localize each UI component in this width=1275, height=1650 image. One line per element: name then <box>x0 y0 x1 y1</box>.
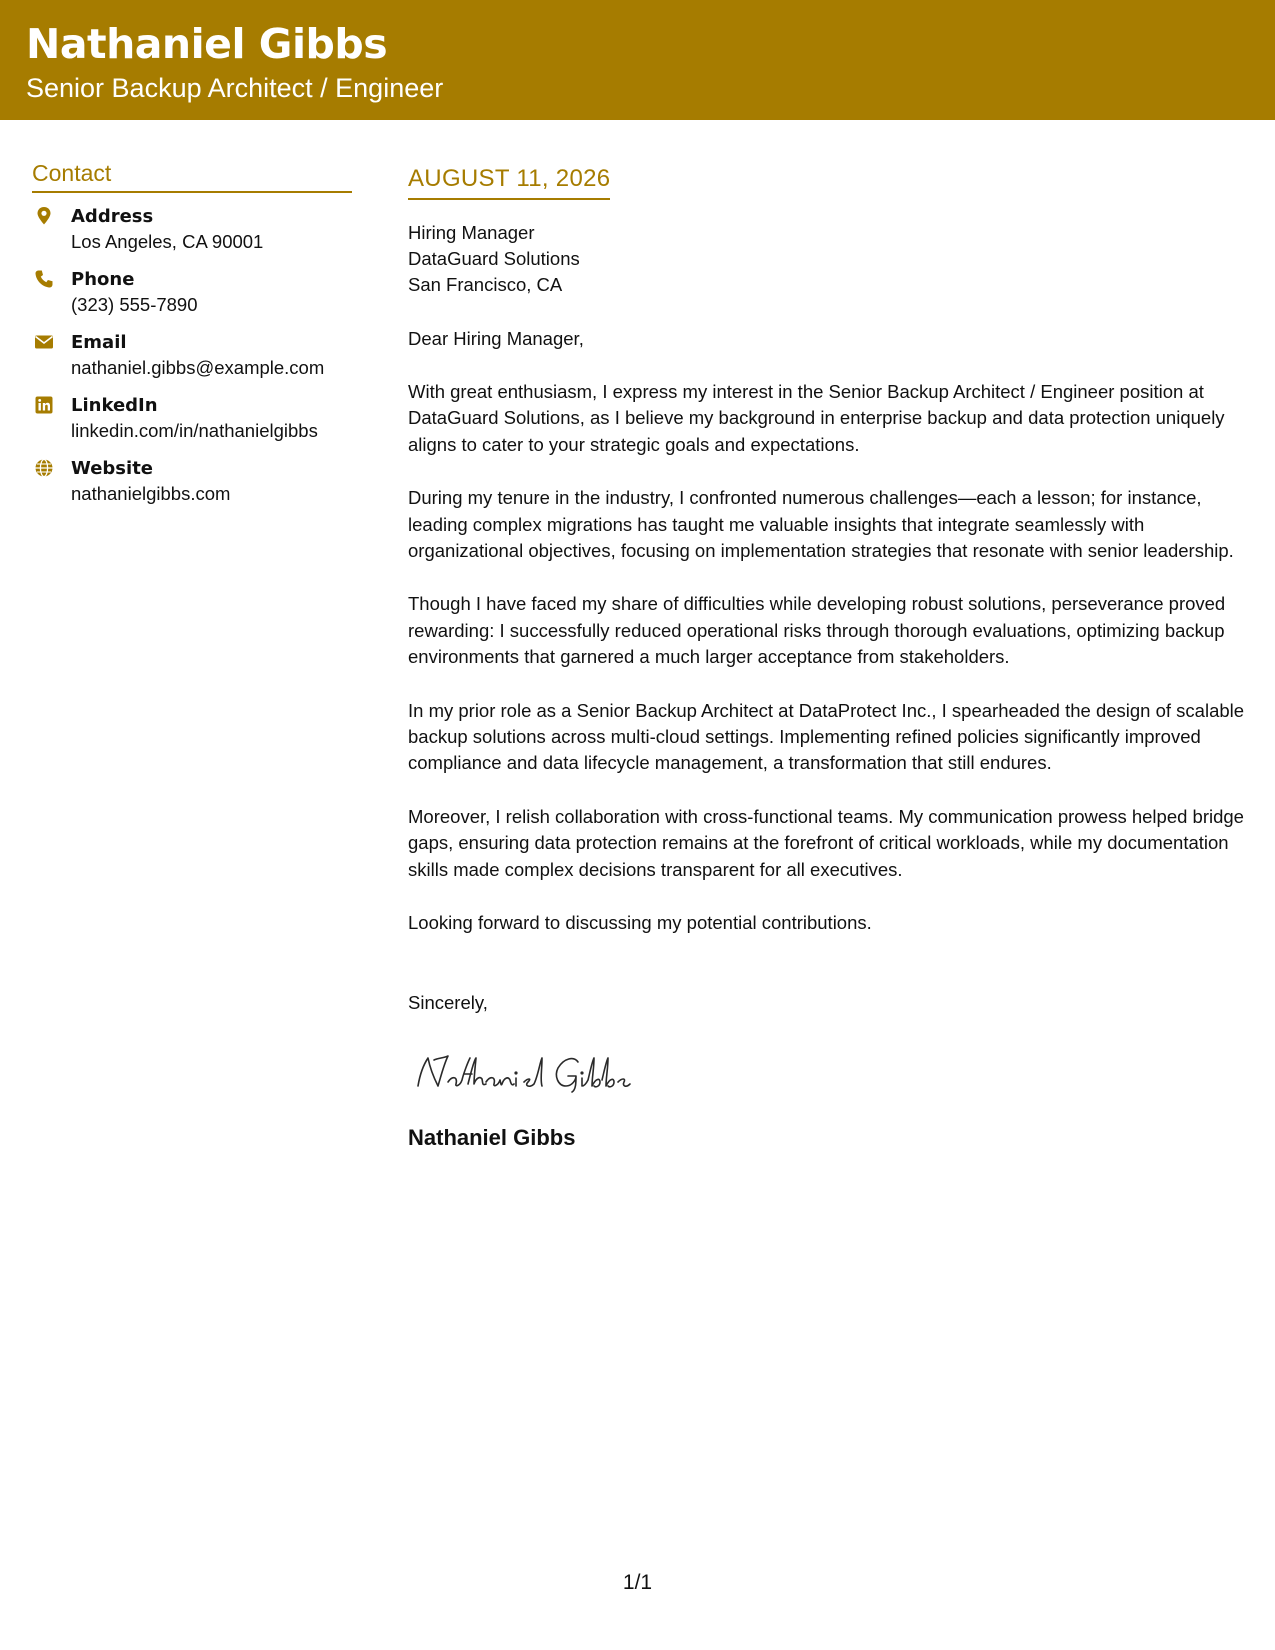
contact-value: Los Angeles, CA 90001 <box>71 231 264 252</box>
letter-date: AUGUST 11, 2026 <box>408 165 610 200</box>
contact-sidebar <box>32 160 352 520</box>
contact-label: Address <box>71 206 154 227</box>
contact-value: nathaniel.gibbs@example.com <box>71 357 325 378</box>
phone-icon <box>34 269 54 289</box>
recipient-line: DataGuard Solutions <box>408 248 580 269</box>
letter-paragraph: In my prior role as a Senior Backup Architect at DataProtect Inc., I spearheaded the design of scalable backup solutions across multi-cloud settings. Implementing refined policies significantly improved compliance and data lifecycle management, a transformation that still endures. <box>408 699 1245 774</box>
contact-value: linkedin.com/in/nathanielgibbs <box>71 420 318 441</box>
letter-paragraph: Though I have faced my share of difficulties while developing robust solutions, perseverance proved rewarding: I successfully reduced operational risks through thorough evaluations, optimizing backup environments that garnered a much larger acceptance from stakeholders. <box>408 593 1226 668</box>
handwritten-signature <box>408 1046 668 1096</box>
letter-body <box>408 165 1248 1151</box>
recipient-line: San Francisco, CA <box>408 274 563 295</box>
letter-paragraph: Moreover, I relish collaboration with cross-functional teams. My communication prowess helped bridge gaps, ensuring data protection remains at the forefront of critical workloads, while my documentation skills made complex decisions transparent for all executives. <box>408 805 1244 880</box>
envelope-icon <box>34 332 54 352</box>
map-pin-icon <box>34 206 54 226</box>
page-number: 1/1 <box>622 1571 653 1594</box>
contact-item-address <box>32 205 352 254</box>
letter-header <box>0 0 1275 120</box>
globe-icon <box>34 458 54 478</box>
contact-label: LinkedIn <box>71 395 158 416</box>
linkedin-icon <box>34 395 54 415</box>
contact-value: (323) 555-7890 <box>71 294 198 315</box>
contact-item-email <box>32 331 352 380</box>
letter-paragraph: Looking forward to discussing my potential contributions. <box>408 912 872 934</box>
letter-paragraph: With great enthusiasm, I express my interest in the Senior Backup Architect / Engineer position at DataGuard Solutions, as I believe my background in enterprise backup and data protection uniquely aligns to cater to your strategic goals and expectations. <box>408 381 1225 455</box>
contact-label: Phone <box>71 269 135 290</box>
closing: Sincerely, <box>408 991 488 1013</box>
contact-label: Email <box>71 332 127 353</box>
contact-section-title: Contact <box>32 160 352 193</box>
signer-name: Nathaniel Gibbs <box>408 1124 576 1150</box>
contact-label: Website <box>71 458 154 479</box>
contact-value: nathanielgibbs.com <box>71 483 231 504</box>
letter-paragraph: During my tenure in the industry, I confronted numerous challenges—each a lesson; for instance, leading complex migrations has taught me valuable insights that integrate seamlessly with organizational objectives, focusing on implementation strategies that resonate with senior leadership. <box>408 487 1234 562</box>
contact-item-linkedin <box>32 394 352 443</box>
recipient-line: Hiring Manager <box>408 222 535 243</box>
salutation: Dear Hiring Manager, <box>408 328 584 349</box>
contact-item-website <box>32 457 352 506</box>
contact-item-phone <box>32 268 352 317</box>
recipient-block <box>408 220 1248 298</box>
applicant-role: Senior Backup Architect / Engineer <box>26 73 444 103</box>
applicant-name: Nathaniel Gibbs <box>26 20 388 68</box>
